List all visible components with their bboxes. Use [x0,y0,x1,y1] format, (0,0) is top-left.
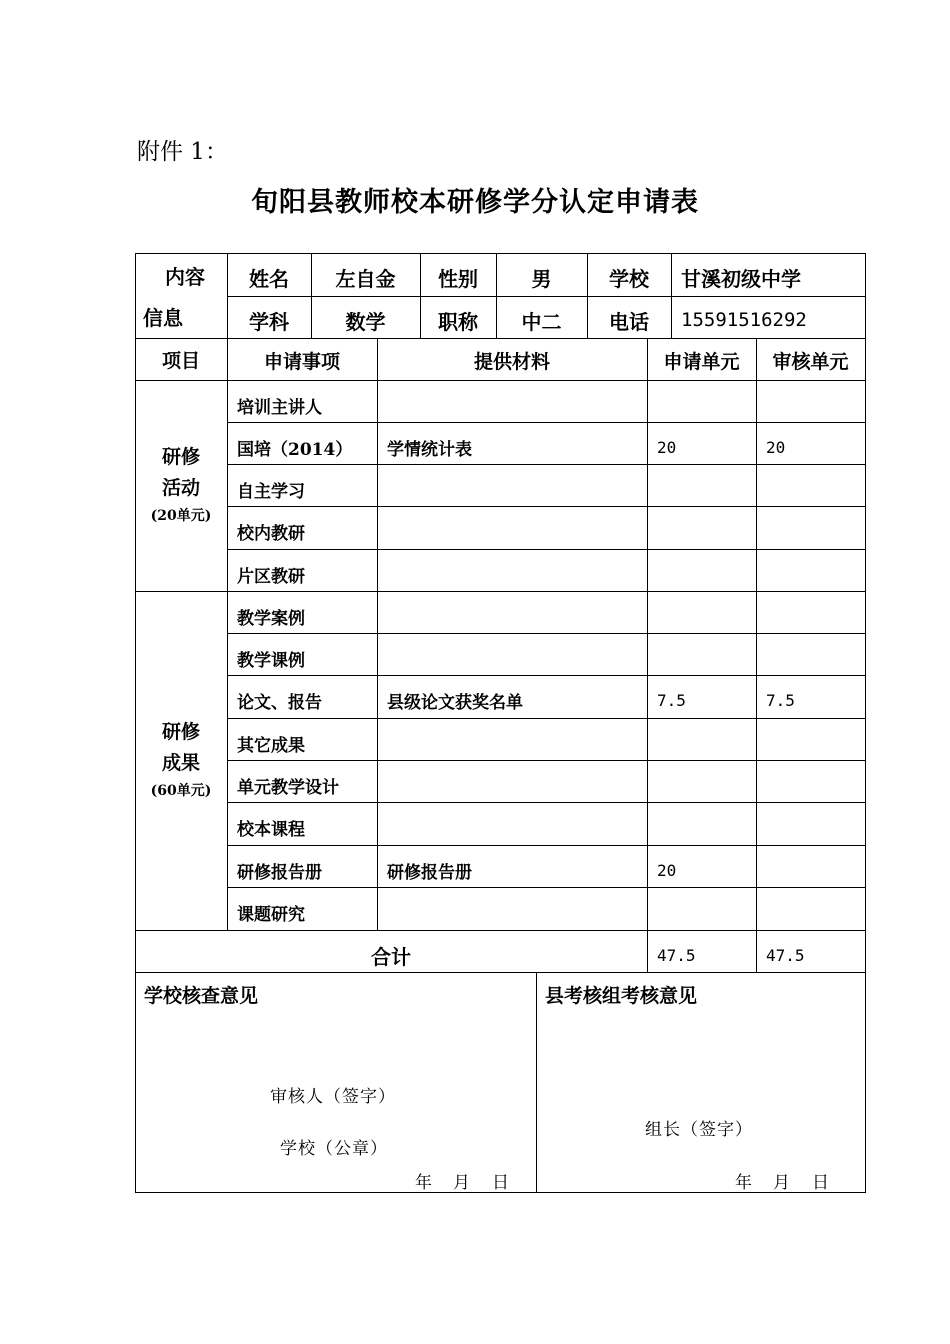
info-section-label-top: 内容 [165,265,205,289]
county-date-day: 日 [812,1173,829,1193]
row-item: 其它成果 [237,735,305,756]
school-date-month: 月 [453,1173,470,1193]
row-item: 校本课程 [237,820,305,840]
group-label-line2: 成果 [161,751,200,774]
school-date-day: 日 [492,1173,509,1193]
group-unit-note: (20单元) [150,508,212,525]
gender-value: 男 [531,267,552,291]
row-item: 课题研究 [237,905,305,925]
row-item: 片区教研 [237,566,305,587]
header-materials: 提供材料 [473,350,550,373]
title-value: 中二 [521,309,562,334]
form-title: 旬阳县教师校本研修学分认定申请表 [251,187,699,218]
school-date-year: 年 [415,1173,432,1193]
school-seal-label: 学校（公章） [280,1139,388,1159]
row-review-units: 20 [766,437,786,457]
county-opinion-heading: 县考核组考核意见 [545,985,698,1007]
total-review-units: 47.5 [766,945,805,965]
school-value: 甘溪初级中学 [681,267,801,291]
header-item: 项目 [161,349,200,372]
row-review-units: 7.5 [766,691,795,710]
group-label-line1: 研修 [161,445,200,468]
header-review-units: 审核单元 [772,350,849,373]
table-border-right [865,253,866,1193]
leader-signature-label: 组长（签字） [645,1120,753,1140]
subject-label: 学科 [249,309,289,334]
header-apply-item: 申请事项 [263,350,340,373]
row-apply-units: 20 [657,437,677,457]
total-label: 合计 [371,944,411,969]
row-item: 论文、报告 [237,693,322,713]
row-apply-units: 7.5 [657,691,686,710]
gender-label: 性别 [438,267,478,291]
application-form-table [135,253,866,1193]
name-label: 姓名 [249,267,289,291]
row-item: 研修报告册 [237,862,322,883]
county-date-month: 月 [773,1173,790,1193]
total-apply-units: 47.5 [657,945,696,965]
row-item: 校内教研 [237,524,305,544]
row-item: 自主学习 [237,481,305,502]
info-section-label-bottom: 信息 [143,306,183,330]
row-item: 教学课例 [237,650,305,671]
header-apply-units: 申请单元 [663,350,740,373]
row-material: 研修报告册 [387,862,472,883]
rule-opinion-divider [536,972,537,1192]
table-border-top [135,253,866,254]
phone-label: 电话 [609,309,649,334]
title-label: 职称 [438,309,478,334]
info-section-label [135,253,227,338]
row-item: 单元教学设计 [237,777,339,798]
group-research-activities [135,380,227,591]
school-label: 学校 [609,267,649,291]
row-item: 教学案例 [237,608,305,629]
group-unit-note: (60单元) [150,783,212,800]
subject-value: 数学 [345,309,386,334]
row-item: 国培（2014） [237,439,353,460]
reviewer-signature-label: 审核人（签字） [270,1087,396,1107]
phone-value: 15591516292 [681,309,807,331]
group-label-line1: 研修 [161,720,200,743]
row-apply-units: 20 [657,860,677,880]
county-date-year: 年 [735,1173,752,1193]
name-value: 左自金 [335,267,396,291]
attachment-label: 附件 1： [137,139,228,165]
row-item: 培训主讲人 [237,397,322,418]
school-opinion-heading: 学校核查意见 [144,985,259,1007]
group-research-results [135,591,227,930]
row-material: 学情统计表 [387,439,472,460]
group-label-line2: 活动 [161,476,200,499]
row-material: 县级论文获奖名单 [387,693,523,713]
